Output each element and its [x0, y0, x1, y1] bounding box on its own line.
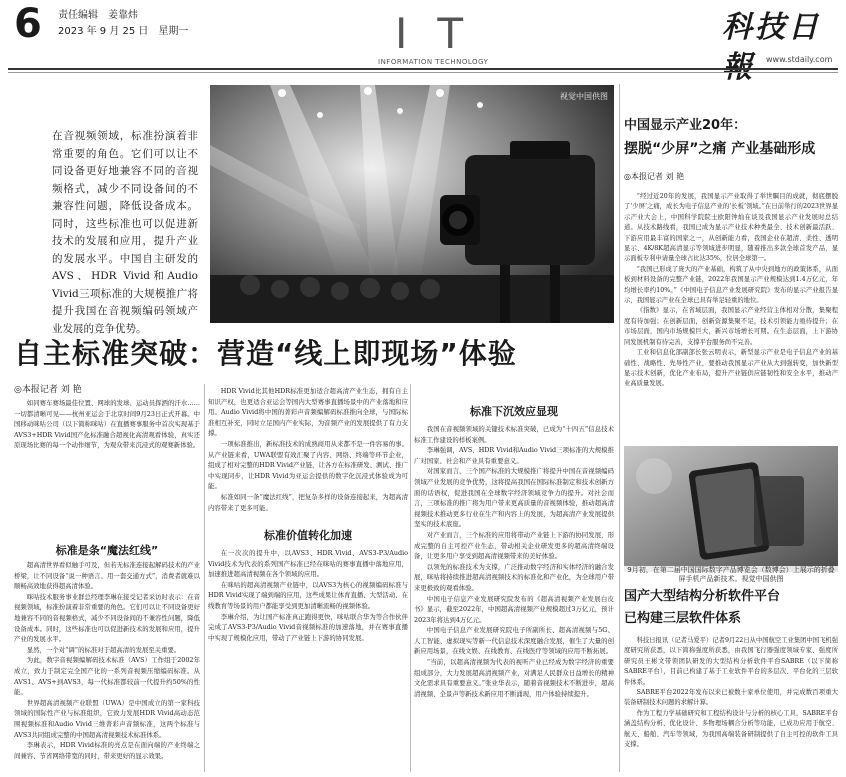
main-photo — [210, 85, 614, 323]
paragraph: 李琳表示，HDR Vivid标准的亮点是在面向端的产业终端之间兼容、节省网络带宽的同时，带来更好的显示效果。 — [14, 741, 200, 760]
subhead-standard-sinking: 标准下沉效应显现 — [470, 405, 558, 418]
paragraph: 科技日报讯（记者马爱平）记者9月22日从中国航空工业集团中国飞机强度研究所获悉，以下简称强度所获悉，由我国飞行器强度领域专家、强度所研究员王彬文带领团队研发的大型结构分析软件平台SABRE（以下简称SABRE平台），目前已构建了基于工业软件平台的多层次、平台化的三层软件体系。 — [624, 637, 838, 686]
paragraph: 在咪咕的超高清视频产业链中，以AVS3为核心的视频编码标准与HDR Vivid实现了端到端的应用，这些成果让体育直播、大型活动、在线教育等场景的用户都能享受到更加清晰流畅的视频体验。 — [208, 580, 408, 610]
subhead-value-conversion: 标准价值转化加速 — [264, 529, 352, 542]
paragraph: 显然，一个对“调”的标准对于超高清的发展至关重要。 — [26, 645, 181, 654]
paragraph: 《指数》显示，在省域层面，我国显示产业经营主体相对分散，集聚程度有待加强；在创新层面，创新资源集聚不足，技术引领能力亟待提升；在市场层面，国内市场规模巨大，新兴市场增长可期。在生态层面，上下游协同发展机制有待完善，支撑平台服务尚不完善。 — [624, 307, 838, 346]
article-column-2 — [208, 386, 408, 513]
masthead — [0, 0, 846, 74]
page-meta — [58, 8, 188, 40]
page-number: 6 — [14, 1, 42, 47]
section-title: IT — [395, 9, 494, 58]
section-subtitle: INFORMATION TECHNOLOGY — [378, 58, 489, 66]
paragraph: 咪咕技术服务事业群总经理李琳在接受记者采访时表示：在音视频领域，标准扮演着非常重要的角色。它们可以让不同设备更好地兼容不同的音视频格式，减少不同设备间的不兼容性问题，降低设备成本。同时，这些标准也可以促进新技术的发展和应用，提升产业的发展水平。 — [14, 592, 200, 644]
newspaper-logo: 科技日 — [722, 10, 821, 45]
paragraph: 对产业而言，三个标准的应用将带动产业链上下游的协同发展，形成完整的自主可控产业生态，带动相关企业研发更多的超高清终端设备，让更多用户享受到超高清视频带来的美好体验。 — [414, 530, 614, 561]
article-column-3 — [414, 424, 614, 699]
masthead-rule — [8, 68, 838, 70]
right-article-subtitle: 摆脱“少屏”之痛 产业基础形成 — [624, 141, 816, 157]
paragraph: 我国在音视频领域的关键技术标准突破，已成为“十四五”信息技术标准工作建设的样板案例。 — [414, 425, 614, 444]
lead-paragraph: 在音视频领域，标准扮演着非常重要的角色。它们可以让不同设备更好地兼容不同的音视频格式，减少不同设备间的不兼容性问题，降低设备成本。同时，这些标准也可以促进新技术的发展和应用，提升产业的发展水平。中国自主研发的AVS、HDR Vivid和Audio Vivid三项标准的大规模推广将提升我国在音视频编码领域产业发展的竞争优势。 — [52, 130, 198, 335]
paragraph: 为此，数字音视频编解码技术标准（AVS）工作组于2002年成立，致力于制定完全国产化的一系列音视频压缩编码标准。从AVS1、AVS+到AVS3，每一代标准都较前一代提升约50%的性能。 — [14, 656, 200, 697]
paragraph: HDR Vivid比其他HDR标准更加适合超高清产业生态，拥有自主知识产权，也更适合亚运会等国内大型赛事直播场景中的产业落地和应用。Audio Vivid将中国的菁彩声音频编解码标准推向全球，与国际标准相互补充，同时立足国内产业实际，为音频产业的发展提供了有力支撑。 — [208, 387, 408, 438]
photo-credit: 视觉中国供图 — [560, 92, 608, 101]
paragraph: 李琳强调，AVS、HDR Vivid和Audio Vivid三项标准的大规模推广对国家、社会和产业具有重要意义。 — [414, 446, 614, 465]
paragraph: 中国电子信息产业发展研究院电子所副所长、超高清视频与5G、人工智能、虚拟现实等新一代信息技术深度融合发展，催生了大量的创新应用场景，在线文娱、在线教育、在线医疗等领域的应用不断拓展。 — [414, 626, 614, 656]
side-photo-caption: 9月初，在第二届中国国际数字产品博览会（数博会）上展示的折叠屏手机产品新技术。视觉中国供图 — [624, 566, 838, 584]
paragraph: 以领先的标准技术为支撑，广泛推动数字经济和实体经济的融合发展，咪咕将持续推进超高清视频技术的标准化和产业化，为全球用户带来更极致的观看体验。 — [414, 562, 614, 592]
paragraph: 世界超高清视频产业联盟（UWA）是中国成立的第一家科技领域的国际性产业与标准组织，它致力发展HDR Vivid高动态范围视频标准和Audio Vivid三维菁彩声音频标准，这两个标准与AVS3共同组成完整的中国超高清视频技术标准体系。 — [14, 698, 200, 739]
paragraph: 在一次次的提升中，以AVS3、HDR Vivid、AVS3-P3/Audio Vivid技术为代表的系列国产标准已经在咪咕的赛事直播中落地应用，加速推进超高清视频在各个领域的应用。 — [208, 549, 408, 579]
subhead-magic-line: 标准是条“魔法红线” — [55, 544, 159, 557]
paragraph: 超高清世界看似触手可及，但若无标准连接起解码技术的产业桥梁，让不同设备“说一种语言、用一套交通方式”，消费者就难以顺畅高效地获得超高清体验。 — [14, 561, 200, 591]
paragraph: 李琳介绍，为让国产标准真正跑得更快，咪咕联合华为等合作伙伴完成了AVS3-P3/Audio Vivid音视频标准的加速落地，并在赛事直播中实现了规模化应用，带动了产业链上下游的协同发展。 — [208, 612, 408, 642]
right-article-byline: ◎本报记者 刘 艳 — [624, 172, 685, 181]
masthead-rule-thin — [8, 72, 838, 73]
site-url: www.stdaily.com — [766, 55, 833, 64]
editor-line: 责任编辑 姜靠炜 — [58, 10, 138, 21]
paragraph: 如同赛车赛场最佳位置、网球的发球、运动员挥洒的汗水……一切都清晰可见——杭州亚运会于北京时间9月23日正式开幕。中国移动咪咕公司（以下简称咪咕）在直播赛事服务中首次实现基于AVS3+HDR Vivid国产化标准融合超视化高清观看体验，真实还原现场比赛的每一个动作细节，为观众带来沉浸式的观赛新体验。 — [14, 399, 200, 450]
paragraph: 中国电子信息产业发展研究院发布的《超高清视频产业发展白皮书》显示，截至2022年，中国超高清视频产业规模超过3万亿元，预计2023年将达到4万亿元。 — [414, 594, 614, 624]
article-column-2-cont — [208, 548, 408, 643]
main-byline: ◎本报记者 刘 艳 — [14, 385, 82, 395]
foldable-phone-photo-icon — [624, 446, 838, 572]
side-photo — [624, 446, 838, 572]
paragraph: 一项标准推出，新标准技术的成熟商用从来都不是一件容易的事。从产业链来看，UWA联盟有效汇聚了内容、网络、终端等环节企业，组成了相对完整的HDR Vivid产业链，让各方在标准研发、测试、推广中实现同步，让HDR Vivid为亚运会提供的数字化沉浸式体验成为可能。 — [208, 439, 408, 491]
paragraph: 作为工程力学基础研究和工程结构设计与分析的核心工具，SABRE平台涵盖结构分析、优化设计、多物理场耦合分析等功能，已成功应用于航空、航天、船舶、汽车等领域，为我国高端装备研制提供了自主可控的软件工具支撑。 — [624, 709, 838, 749]
paragraph: “经过近20年的发展，我国显示产业取得了举世瞩目的成就，彻底摆脱了‘少屏’之痛，成长为电子信息产业的‘长板’领域。”在日前举行的2023世界显示产业大会上，中国科学院院士欧阳钟灿在谈及我国显示产业发展时总结道。从技术路线看，我国已成为显示产业技术种类最全、技术创新最活跃、下游应用最丰富的国家之一，从创新能力看，我国企业在超清、柔性、透明显示、4K/8K超高清显示等领域进步明显，随着推出多款全球首发产品，显示面板专利申请量全球占比达35%，位居全球第一。 — [624, 193, 838, 263]
main-headline: 自主标准突破：营造“线上即现场”体验 — [14, 337, 517, 370]
software-article-body — [624, 636, 838, 750]
column-divider — [619, 84, 620, 772]
software-article-title: 国产大型结构分析软件平台 — [624, 589, 781, 604]
stage-camera-photo-icon — [210, 85, 614, 323]
column-divider — [410, 384, 411, 772]
paragraph: 对国家而言，三个国产标准的大规模推广将提升中国在音视频编码领域产业发展的竞争优势，这将提高我国在国际标准制定和技术创新方面的话语权，促进我国在全球数字经济领域竞争力的提升。对社会而言，三项标准的推广将为用户带来更高质量的音视频体验，推动超高清视频技术推动更多行业在生产和内容上的发展，为超高清产业发展提供坚实的技术底座。 — [414, 467, 614, 529]
article-column-1 — [14, 398, 200, 451]
paragraph: “我国已形成了庞大的产业基础，构筑了从中央到地方的政策体系，从面板到材料设备的完整产业链，2022年我国显示产业规模达到1.4万亿元，年均增长率约10%。”《中国电子信息产业发展研究院》发布的显示产业报告显示，我国显示产业在全球已具有举足轻重的地位。 — [624, 265, 838, 305]
date-line: 2023 年 9 月 25 日 星期一 — [58, 26, 189, 37]
paragraph: 工业和信息化部副部长张云明表示，新型显示产业是电子信息产业的基础性、战略性、先导性产业，要推动我国显示产业从大到强转变，加快新型显示技术创新，优化产业布局，提升产业链供应链韧性和安全水平，推动产业高质量发展。 — [624, 349, 838, 388]
right-article-body — [624, 192, 838, 390]
paragraph: 标准如同一条“魔法红线”，把复杂多样的设备连接起来，为超高清内容带来了更多可能。 — [208, 492, 408, 512]
paragraph: SABRE平台2022年发布以来已被数十家单位使用，并完成数百项重大装备研制技术问题的求解计算。 — [624, 689, 838, 707]
software-article-subtitle: 已构建三层软件体系 — [624, 611, 742, 626]
column-divider — [204, 384, 205, 772]
article-column-1-cont — [14, 560, 200, 761]
right-article-title: 中国显示产业20年： — [624, 118, 747, 133]
paragraph: “当前，以超高清视频为代表的视听产业已经成为数字经济的重要组成部分，大力发展超高清视频产业，对满足人民群众日益增长的精神文化需求具有重要意义。”张业华表示，随着音视频技术不断进步，超高清视频、全景声等新技术新应用不断涌现，用户体验持续提升。 — [414, 658, 614, 698]
